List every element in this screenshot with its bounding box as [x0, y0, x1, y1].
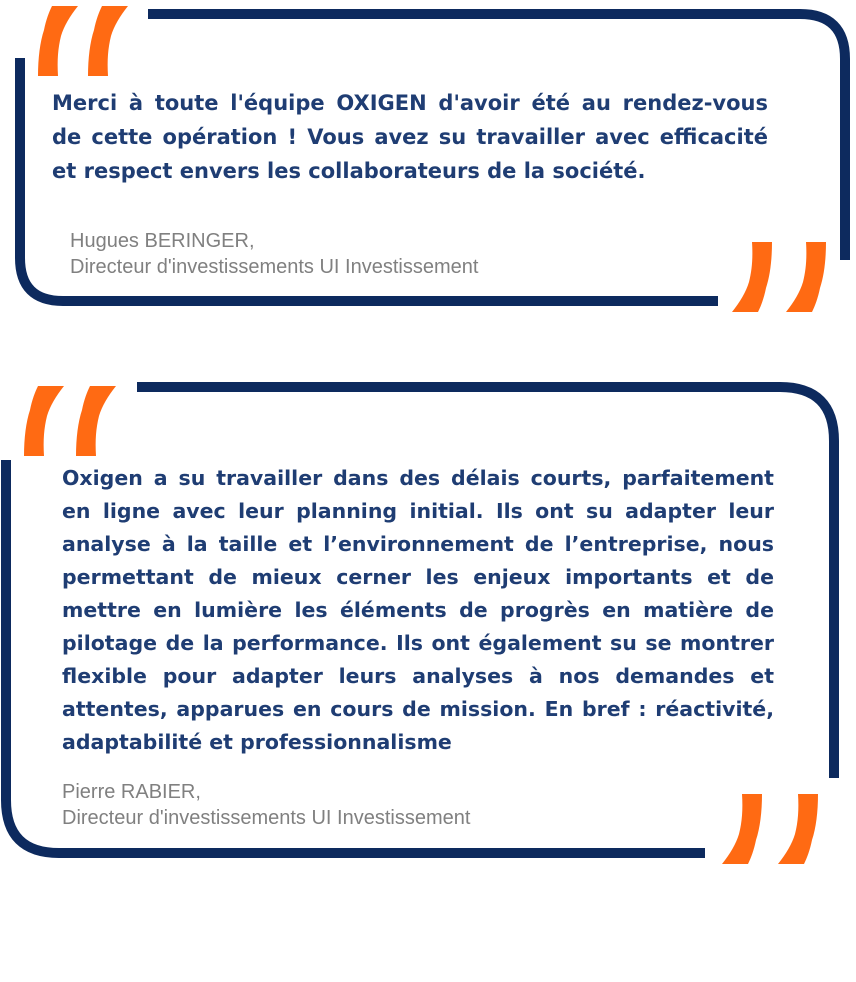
- author-title: Directeur d'investissements UI Investissement: [62, 807, 471, 829]
- author-title: Directeur d'investissements UI Investissement: [70, 256, 479, 278]
- testimonial-1-author: [70, 228, 478, 280]
- author-name: Hugues BERINGER,: [70, 230, 255, 252]
- open-quote-icon: [24, 386, 116, 456]
- testimonial-1-quote: Merci à toute l'équipe OXIGEN d'avoir été au rendez-vous de cette opération ! Vous avez su travailler avec efficacité et respect envers les collaborateurs de la société.: [52, 91, 768, 183]
- testimonial-2-quote: Oxigen a su travailler dans des délais courts, parfaitement en ligne avec leur planning initial. Ils ont su adapter leur analyse à la taille et l’environnement de l’entreprise, nous permettant de mieux cerner les enjeux importants et de mettre en lumière les éléments de progrès en matière de pilotage de la performance. Ils ont également su se montrer flexible pour adapter leurs analyses à nos demandes et attentes, apparues en cours de mission. En bref : réactivité, adaptabilité et professionnalisme: [62, 466, 774, 754]
- close-quote-icon: [732, 242, 826, 312]
- testimonial-2-author: [62, 779, 470, 831]
- author-name: Pierre RABIER,: [62, 781, 201, 803]
- open-quote-icon: [38, 6, 128, 76]
- close-quote-icon: [722, 794, 818, 864]
